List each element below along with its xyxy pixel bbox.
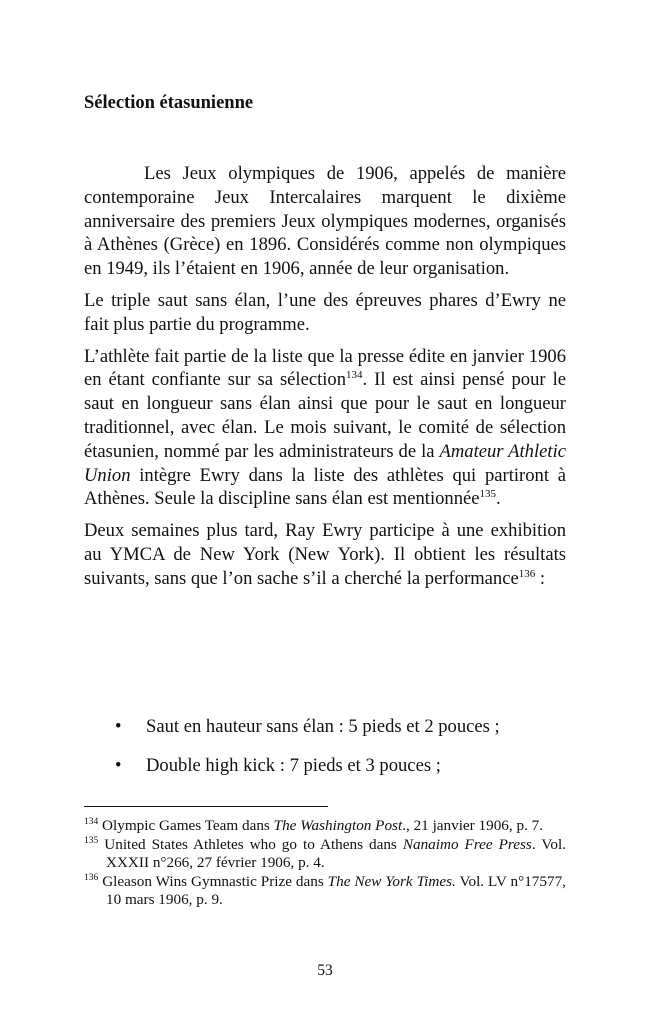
list-item <box>84 755 566 794</box>
list-item <box>84 716 566 755</box>
footnote-number: 135 <box>84 835 99 846</box>
bullet-icon: • <box>115 755 122 776</box>
results-list <box>84 716 566 794</box>
footnotes <box>84 817 566 910</box>
footnote-text: . Vol. XXXII n°266, 27 février 1906, p. 4. <box>106 835 566 872</box>
footnote-text: United States Athletes who go to Athens dans <box>98 835 403 853</box>
paragraph-text: Le triple saut sans élan, l’une des épreuves phares d’Ewry ne fait plus partie du programme. <box>84 289 566 335</box>
paragraph-text: Deux semaines plus tard, Ray Ewry participe à une exhibition au YMCA de New York (New York). Il obtient les résultats suivants, sans que l’on sache s’il a cherché la performance <box>84 520 566 589</box>
bullet-icon: • <box>115 716 122 737</box>
paragraph <box>84 345 566 512</box>
list-item-text: Double high kick : 7 pieds et 3 pouces ; <box>146 755 441 776</box>
list-item-text: Saut en hauteur sans élan : 5 pieds et 2 pouces ; <box>146 716 500 737</box>
organization-name: Amateur Athletic Union <box>84 440 566 486</box>
source-title: Nanaimo Free Press <box>402 835 532 853</box>
footnote-text: Olympic Games Team dans <box>98 817 274 834</box>
footnote-ref[interactable]: 136 <box>518 567 536 580</box>
footnote-text: Gleason Wins Gymnastic Prize dans <box>98 872 328 890</box>
paragraph <box>84 162 566 281</box>
footnote <box>84 836 566 873</box>
paragraph <box>84 289 566 337</box>
footnote <box>84 817 566 836</box>
paragraph-text: Les Jeux olympiques de 1906, appelés de manière contemporaine Jeux Intercalaires marquent le dixième anniversaire des premiers Jeux olympiques modernes, organisés à Athènes (Grèce) en 1896. Considérés comme non olympiques en 1949, ils l’étaient en 1906, année de leur organisation. <box>84 163 566 280</box>
footnote-number: 134 <box>84 817 99 827</box>
paragraph-text: . <box>496 488 501 510</box>
footnote-number: 136 <box>84 872 99 883</box>
footnote-ref[interactable]: 135 <box>479 488 497 501</box>
paragraph <box>84 519 566 590</box>
footnote-text: ., 21 janvier 1906, p. 7. <box>402 817 544 834</box>
footnote <box>84 873 566 910</box>
paragraph-text: . Il est ainsi pensé pour le saut en longueur sans élan ainsi que pour le saut en longueur traditionnel, avec élan. Le mois suivant, le comité de sélection étasunien, nommé par les administrateurs de la <box>84 369 566 462</box>
paragraph-text: : <box>535 567 546 589</box>
body-text <box>84 162 566 599</box>
footnote-divider <box>84 806 328 807</box>
page-number: 53 <box>317 962 333 979</box>
footnote-ref[interactable]: 134 <box>346 369 363 382</box>
source-title: The New York Times. <box>327 872 456 890</box>
paragraph-text: intègre Ewry dans la liste des athlètes qui partiront à Athènes. Seule la discipline sans élan est mentionnée <box>84 464 566 510</box>
source-title: The Washington Post <box>273 817 403 834</box>
footnote-text: Vol. LV n°17577, 10 mars 1906, p. 9. <box>106 872 566 909</box>
section-title: Sélection étasunienne <box>84 93 254 113</box>
paragraph-text: L’athlète fait partie de la liste que la presse édite en janvier 1906 en étant confiante sur sa sélection <box>84 345 566 391</box>
